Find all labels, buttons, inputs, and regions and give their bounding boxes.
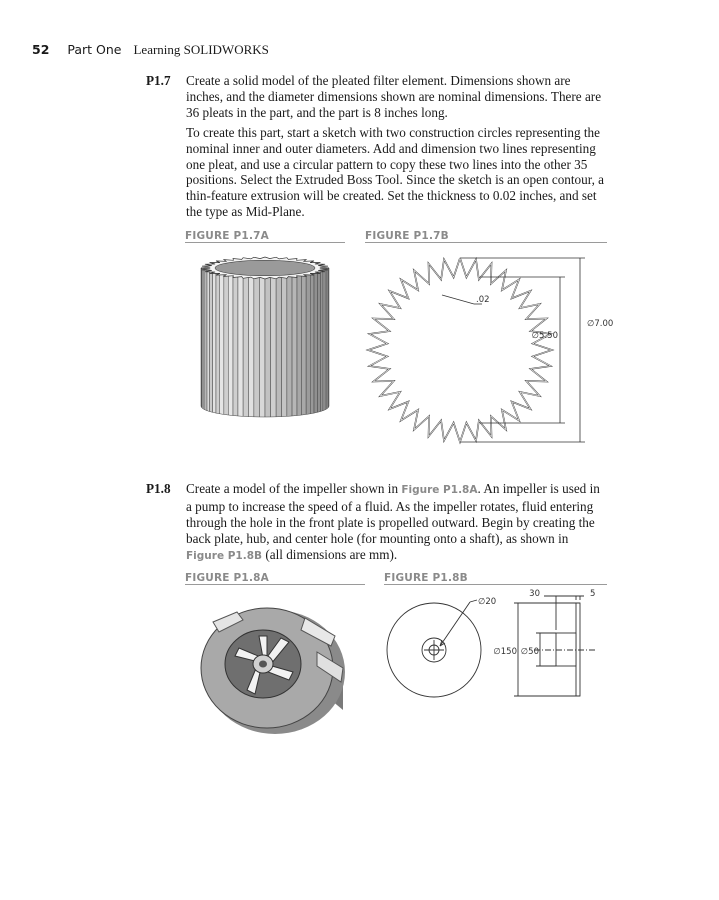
problem-paragraph: Create a solid model of the pleated filter element. Dimensions shown are inches, and the diameter dimensions shown are nominal dimensions. There are 36 pleats in the part, and the part is 8 inches long. xyxy=(186,73,602,120)
pleat xyxy=(216,268,220,414)
problem-text: . An impeller is used in a pump to increase the speed of a fluid. As the impeller rotates, fluid entering through the hole in the front plate is propelled outward. Begin by creating the back plate, hub, and center hole (for mounting onto a shaft), as shown in xyxy=(186,481,600,546)
page-number: 52 xyxy=(32,42,50,57)
pleat xyxy=(248,268,253,417)
pleat xyxy=(259,268,265,417)
part-label: Part One xyxy=(67,42,122,57)
pleat xyxy=(323,268,325,411)
pleat xyxy=(213,268,216,413)
pleated-filter-3d-figure xyxy=(185,248,345,428)
pleat xyxy=(220,268,224,414)
pleat xyxy=(205,268,207,411)
pleat xyxy=(271,268,277,417)
problem-id: P1.7 xyxy=(146,73,171,88)
figure-label: FIGURE P1.8A xyxy=(185,572,269,584)
problem-id: P1.8 xyxy=(146,481,171,496)
dim-outer-diameter: ∅7.00 xyxy=(587,319,614,329)
impeller-center-hole xyxy=(259,661,267,668)
pleat xyxy=(314,268,317,413)
pleat-zigzag-profile xyxy=(368,258,552,442)
figure-rule xyxy=(185,584,365,585)
pleat xyxy=(203,268,205,410)
leader-line xyxy=(442,295,474,304)
figure-rule xyxy=(384,584,607,585)
filter-core-opening xyxy=(215,260,315,275)
problem-text: (all dimensions are mm). xyxy=(262,546,398,562)
dim-plate-diameter: ∅150 xyxy=(493,647,517,657)
impeller-back-plate-drawing xyxy=(384,590,614,720)
pleat xyxy=(320,268,323,412)
pleat xyxy=(224,268,228,415)
figure-reference: Figure P1.8A xyxy=(401,484,478,496)
dim-hole-diameter: ∅20 xyxy=(478,597,497,607)
pleat xyxy=(265,268,271,417)
pleat xyxy=(228,268,233,416)
dim-thickness: .02 xyxy=(476,295,490,305)
pleated-filter-section-drawing xyxy=(365,245,614,455)
pleat xyxy=(233,268,238,416)
pleat xyxy=(238,268,243,416)
dim-plate-thickness: 5 xyxy=(590,589,596,599)
pleat xyxy=(297,268,302,416)
pleat xyxy=(310,268,314,414)
dimension-lines xyxy=(442,258,585,442)
figure-label: FIGURE P1.7A xyxy=(185,230,269,242)
pleat xyxy=(207,268,210,412)
problem-text: Create a model of the impeller shown in xyxy=(186,481,402,496)
page-header xyxy=(32,42,269,58)
book-title: Learning SOLIDWORKS xyxy=(133,42,269,57)
figure-reference: Figure P1.8B xyxy=(186,549,263,562)
dim-hub-diameter: ∅50 xyxy=(520,647,539,657)
pleat xyxy=(302,268,306,415)
dim-inner-diameter: ∅5.50 xyxy=(531,331,558,341)
pleat-zigzag-inner xyxy=(368,258,552,442)
figure-rule xyxy=(185,242,345,243)
pleat xyxy=(287,268,292,416)
figure-rule xyxy=(365,242,607,243)
pleat xyxy=(243,268,248,417)
pleat xyxy=(317,268,320,412)
pleat xyxy=(325,268,327,410)
pleat xyxy=(210,268,213,412)
pleated-filter-body xyxy=(201,268,329,417)
dim-hub-length: 30 xyxy=(529,589,540,599)
figure-label: FIGURE P1.7B xyxy=(365,230,449,242)
impeller-model xyxy=(201,608,345,734)
pleat xyxy=(292,268,297,416)
side-view xyxy=(514,596,596,696)
figure-label: FIGURE P1.8B xyxy=(384,572,468,584)
problem-paragraph: To create this part, start a sketch with two construction circles representing the nominal inner and outer diameters. Add and dimension two lines representing one pleat, and use a circular pattern to copy these two lines into the other 35 positions. Select the Extruded Boss Tool. Since the sketch is an open contour, a thin-feature extrusion will be created. Set the thickness to 0.02 inches, and set the type as Mid-Plane. xyxy=(186,124,605,220)
pleat xyxy=(282,268,287,417)
pleat xyxy=(276,268,281,417)
impeller-3d-figure xyxy=(185,590,365,760)
pleat xyxy=(306,268,310,414)
pleat xyxy=(254,268,260,417)
